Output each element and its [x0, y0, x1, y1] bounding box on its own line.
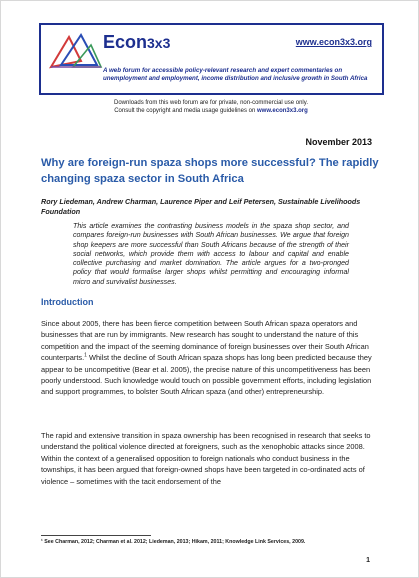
brand-name: Econ3x3: [103, 32, 171, 52]
footnote-divider: [41, 535, 151, 536]
abstract: This article examines the contrasting business models in the spaza shop sector, and compares foreign-run businesses with South African businesses. We argue that foreign shop keepers are more successful than South Africans because of the strength of their social networks, which provide them with access to labour and capital and enable collective purchasing and market domination. The article argues for a two-pronged policy that would formalise larger shops whilst permitting and encouraging informal micro and survivalist businesses.: [73, 222, 349, 286]
page-number: 1: [366, 557, 370, 564]
authors: Rory Liedeman, Andrew Charman, Laurence Piper and Leif Petersen, Sustainable Livelihoods Foundation: [41, 197, 361, 216]
paragraph-2: The rapid and extensive transition in spaza ownership has been recognised in research that seeks to understand the political violence directed at foreigners, such as the xenophobic attacks since 2008. Within the context of a generalised opposition to foreign nationals who conduct business in the townships, it has been argued that foreign-owned shops have been targeted in co-ordinated acts of violence – sometimes with the tacit endorsement of the: [41, 431, 371, 486]
usage-note-line1: Downloads from this web forum are for private, non-commercial use only.: [114, 100, 308, 106]
footnote-ref-1[interactable]: 1: [84, 352, 87, 359]
paragraph-1: Since about 2005, there has been fierce competition between South African spaza operators and businesses that are run by immigrants. New research has sought to understand the nature of this competition and the impact of the seeming dominance of foreign businesses over their South African counterparts.$^1$ Whilst the decline of South African spaza shops has long been predicted because they appear to be uncompetitive (Bear et al. 2005), the precise nature of this uncompetitiveness has been poorly understood. Such knowledge would touch on possible government efforts, including legislation and support programmes, to bolster South African spaza (and other) entrepreneurship.: [41, 319, 372, 397]
econ3x3-logo-icon: [47, 31, 103, 71]
header-banner: [39, 23, 384, 95]
website-link[interactable]: www.econ3x3.org: [295, 37, 372, 47]
section-heading-introduction: Introduction: [41, 297, 94, 307]
usage-note-line2: Consult the copyright and media usage guidelines on www.econ3x3.org: [114, 108, 308, 114]
usage-note: [41, 99, 381, 115]
guidelines-link[interactable]: www.econ3x3.org: [256, 108, 308, 114]
footnote-1: ¹ See Charman, 2012; Charman et al. 2012; Liedeman, 2013; Hikam, 2011; Knowledge Link Services, 2009.: [41, 539, 306, 545]
article-title: Why are foreign-run spaza shops more successful? The rapidly changing spaza sector in South Africa: [41, 157, 379, 185]
tagline: A web forum for accessible policy-relevant research and expert commentaries on unemployment and employment, income distribution and inclusive growth in South Africa: [103, 67, 368, 82]
publication-date: November 2013: [305, 137, 372, 147]
